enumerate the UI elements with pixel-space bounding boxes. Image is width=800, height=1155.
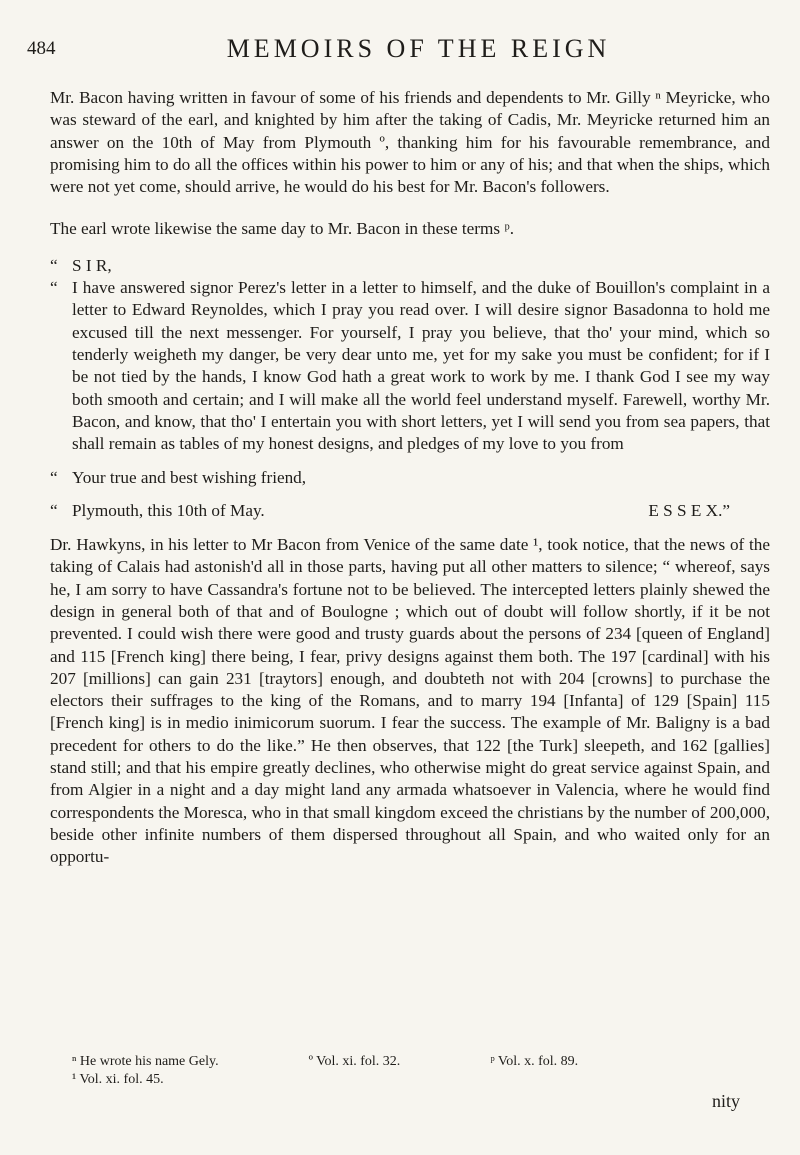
letter-body: “ I have answered signor Perez's letter in a letter to himself, and the duke of Bouillon's complaint in a letter to Edward Reynoldes, which I pray you read over. I will desire signor Basadonna to hold me excused till the next messenger. For yourself, I pray you believe, that tho' your mind, which so tenderly weigheth my danger, be very dear unto me, yet for my sake you must be confident; for if I be not tied by the hands, I know God hath a great work to work by me. I thank God I see my way both smooth and certain; and I will make all the world feel understand myself. Farewell, worthy Mr. Bacon, and know, that tho' I entertain you with short letters, yet I will send you from sea papers, that shall remain as tables of my honest designs, and pledges of my love to you from bbox=[50, 277, 770, 455]
footnote-o: º Vol. xi. fol. 32. bbox=[308, 1054, 401, 1069]
footnote-p: ᵖ Vol. x. fol. 89. bbox=[490, 1054, 579, 1069]
paragraph-earl-wrote: The earl wrote likewise the same day to Mr. Bacon in these terms ᵖ. bbox=[50, 219, 515, 239]
footnote-n: ⁿ He wrote his name Gely. bbox=[72, 1054, 219, 1069]
letter-signature: E S S E X.” bbox=[648, 500, 730, 520]
paragraph-hawkyns: Dr. Hawkyns, in his letter to Mr Bacon from Venice of the same date ¹, took notice, that the news of the taking of Calais had astonish'd all in those parts, having put all other matters to silence; “ whereof, says he, I am sorry to have Cassandra's fortune not to be believed. The intercepted letters plainly shewed the design in general both of that and of Boulogne ; which out of doubt will follow shortly, if it be not prevented. I could wish there were good and trusty guards about the persons of 234 [queen of England] and 115 [French king] there being, I fear, privy designs against them both. The 197 [cardinal] with his 207 [millions] can gain 231 [traytors] enough, and doubteth not with 204 [crowns] to purchase the electors their suffrages to the king of the Romans, and to marry 194 [Infanta] of 129 [Spain] 115 [French king] is in medio inimicorum suorum. I fear the success. The example of Mr. Baligny is a bad precedent for others to do the like.” He then observes, that 122 [the Turk] sleepeth, and 162 [gallies] stand still; and that his empire greatly declines, who otherwise might do great service against Spain, and from Algier in a night and a day might land any armada whatsoever in Valencia, where he would find correspondents the Moresca, who in that small kingdom exceed the christians by the number of 200,000, beside other infinite numbers of them dispersed throughout all Spain, and who waited only for an opportu- bbox=[50, 535, 770, 867]
footnote-q: ¹ Vol. xi. fol. 45. bbox=[72, 1072, 164, 1087]
letter-closing: “ Your true and best wishing friend, bbox=[50, 467, 770, 489]
page-number: 484 bbox=[27, 38, 56, 59]
letter-place-date: “ Plymouth, this 10th of May. bbox=[72, 500, 265, 520]
catchword: nity bbox=[711, 1091, 740, 1111]
page-header bbox=[27, 30, 770, 66]
letter-salutation: “ S I R, bbox=[50, 255, 770, 277]
letter-signature-line bbox=[50, 500, 770, 522]
footnotes bbox=[72, 1053, 752, 1089]
paragraph-meyricke: Mr. Bacon having written in favour of some of his friends and dependents to Mr. Gilly ⁿ Meyricke, who was steward of the earl, and knighted by him after the taking of Cadis, Mr. Meyricke returned him an answer on the 10th of May from Plymouth º, thanking him for his favourable remembrance, and promising him to do all the offices within his power to him or any of his; and that when the ships, which were not yet come, should arrive, he would do his best for Mr. Bacon's followers. bbox=[50, 88, 770, 197]
running-title: MEMOIRS OF THE REIGN bbox=[226, 34, 611, 63]
main-text bbox=[50, 87, 770, 869]
